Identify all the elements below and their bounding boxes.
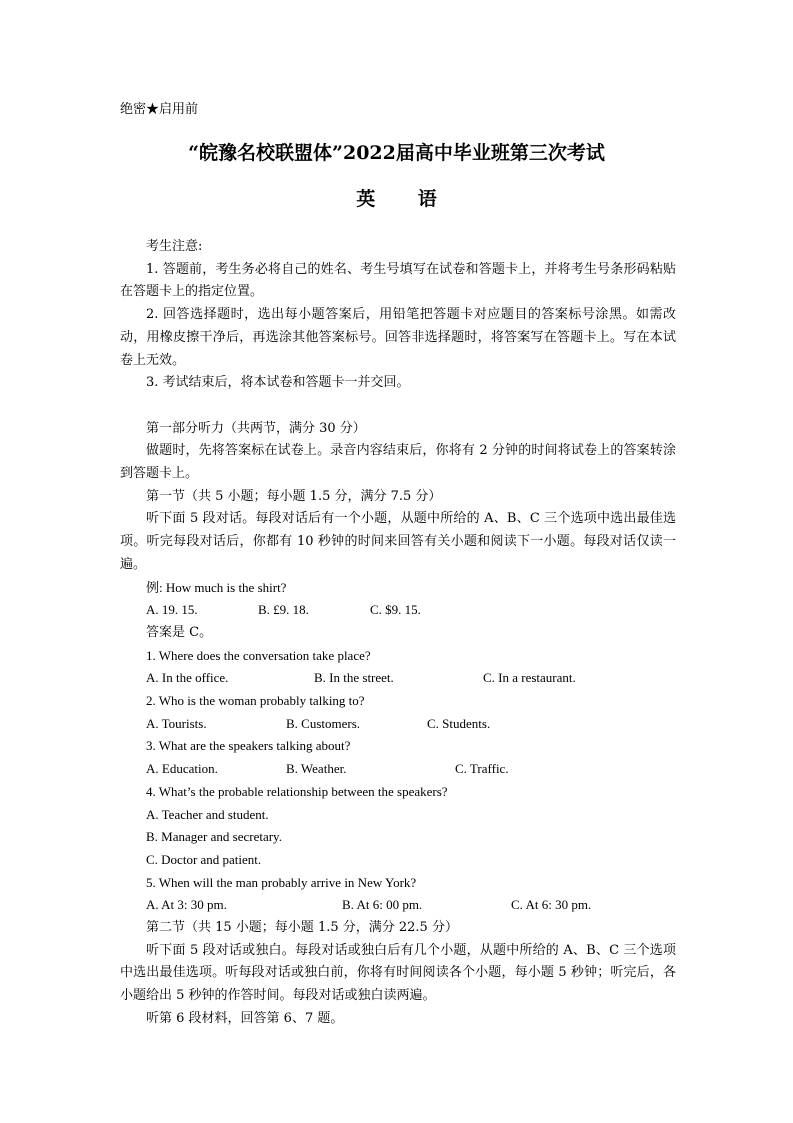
- q5-option-a: A. At 3: 30 pm.: [146, 897, 227, 913]
- example-answer: 答案是 C。: [146, 624, 213, 640]
- question-1-options: [120, 667, 676, 690]
- question-5-options: [120, 894, 676, 917]
- example-option-a: A. 19. 15.: [146, 602, 198, 618]
- part1-intro: 做题时，先将答案标在试卷上。录音内容结束后，你将有 2 分钟的时间将试卷上的答案转涂到答题卡上。: [120, 443, 676, 482]
- question-1: 1. Where does the conversation take place?: [146, 647, 371, 663]
- question-2: 2. Who is the woman probably talking to?: [146, 693, 365, 709]
- q4-option-b: B. Manager and secretary.: [146, 829, 282, 845]
- q2-option-a: A. Tourists.: [146, 715, 207, 731]
- q5-option-b: B. At 6: 00 pm.: [342, 897, 423, 913]
- example-option-c: C. $9. 15.: [370, 602, 421, 618]
- q2-option-c: C. Students.: [427, 715, 491, 731]
- q3-option-b: B. Weather.: [286, 761, 347, 777]
- q4-option-a: A. Teacher and student.: [146, 806, 269, 822]
- q3-option-c: C. Traffic.: [455, 761, 509, 777]
- example-question: 例: How much is the shirt?: [146, 579, 287, 595]
- q5-option-c: C. At 6: 30 pm.: [511, 897, 592, 913]
- part1-heading: 第一部分听力（共两节，满分 30 分）: [146, 420, 366, 436]
- q4-option-c: C. Doctor and patient.: [146, 851, 262, 867]
- exam-body: [120, 236, 676, 1031]
- section2-instructions: 听下面 5 段对话或独白。每段对话或独白后有几个小题，从题中所给的 A、B、C 三个选项中选出最佳选项。听每段对话或独白前，你将有时间阅读各个小题，每小题 5 秒钟；听完后，各小题给出 5 秒钟的作答时间。每段对话或独白读两遍。: [120, 942, 676, 1004]
- exam-title: “皖豫名校联盟体”2022届高中毕业班第三次考试: [188, 142, 605, 164]
- example-options: [120, 599, 676, 622]
- question-5: 5. When will the man probably arrive in New York?: [146, 874, 417, 890]
- subject-title: 英 语: [356, 188, 455, 210]
- section1-heading: 第一节（共 5 小题；每小题 1.5 分，满分 7.5 分）: [146, 488, 442, 504]
- q1-option-c: C. In a restaurant.: [483, 670, 576, 686]
- question-2-options: [120, 713, 676, 736]
- q1-option-a: A. In the office.: [146, 670, 229, 686]
- q3-option-a: A. Education.: [146, 761, 218, 777]
- example-option-b: B. £9. 18.: [258, 602, 309, 618]
- question-3-options: [120, 758, 676, 781]
- notice-item-2: 2. 回答选择题时，选出每小题答案后，用铅笔把答题卡对应题目的答案标号涂黑。如需改动，用橡皮擦干净后，再选涂其他答案标号。回答非选择题时，将答案写在答题卡上。写在本试卷上无效。: [120, 307, 676, 368]
- question-3: 3. What are the speakers talking about?: [146, 738, 351, 754]
- spacer: [120, 395, 676, 418]
- notice-heading: 考生注意:: [146, 239, 203, 254]
- section1-instructions: 听下面 5 段对话。每段对话后有一个小题，从题中所给的 A、B、C 三个选项中选出最佳选项。听完每段对话后，你都有 10 秒钟的时间来回答有关小题和阅读下一小题。每段对话仅读一遍。: [120, 511, 676, 572]
- q1-option-b: B. In the street.: [314, 670, 394, 686]
- question-4: 4. What’s the probable relationship between the speakers?: [146, 783, 448, 799]
- section2-heading: 第二节（共 15 小题；每小题 1.5 分，满分 22.5 分）: [146, 920, 458, 936]
- notice-item-1: 1. 答题前，考生务必将自己的姓名、考生号填写在试卷和答题卡上，并将考生号条形码粘贴在答题卡上的指定位置。: [120, 261, 676, 300]
- notice-item-3: 3. 考试结束后，将本试卷和答题卡一并交回。: [146, 375, 410, 391]
- confidential-label: 绝密★启用前: [120, 102, 199, 117]
- section2-material: 听第 6 段材料，回答第 6、7 题。: [146, 1010, 344, 1026]
- q2-option-b: B. Customers.: [286, 715, 361, 731]
